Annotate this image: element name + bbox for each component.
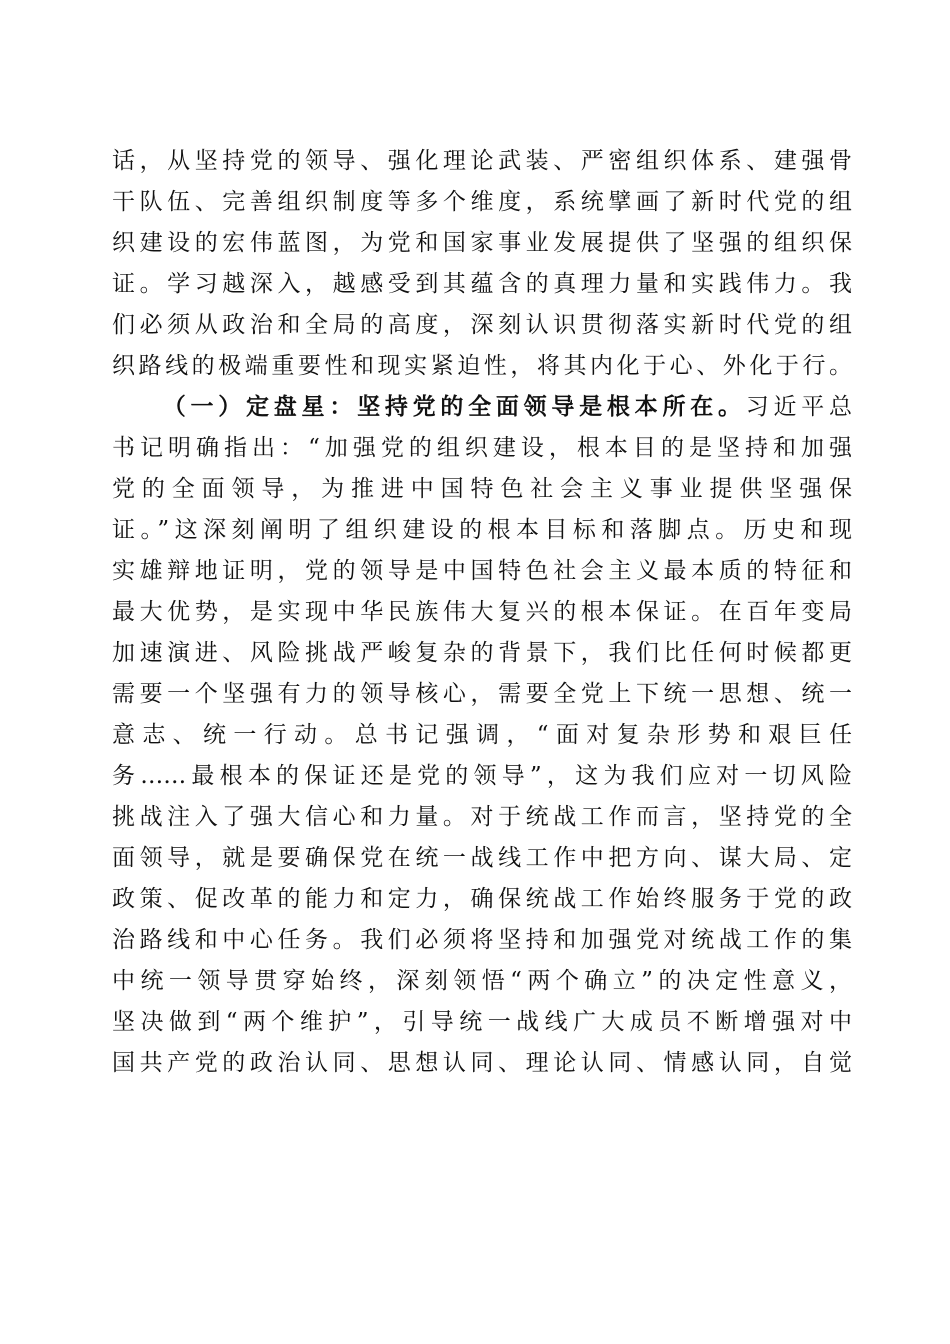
document-body — [112, 141, 852, 1084]
section-first-line — [112, 387, 852, 428]
paragraph-line: 干队伍、完善组织制度等多个维度，系统擘画了新时代党的组 — [112, 189, 852, 215]
paragraph-line: 们必须从政治和全局的高度，深刻认识贯彻落实新时代党的组 — [112, 312, 852, 338]
paragraph-intro — [112, 141, 852, 387]
paragraph-line: 政策、促改革的能力和定力，确保统战工作始终服务于党的政 — [112, 886, 852, 912]
paragraph-line: 书记明确指出：“加强党的组织建设，根本目的是坚持和加强 — [112, 435, 852, 461]
paragraph-line: 话，从坚持党的领导、强化理论武装、严密组织体系、建强骨 — [112, 148, 852, 174]
paragraph-line: 织建设的宏伟蓝图，为党和国家事业发展提供了坚强的组织保 — [112, 230, 852, 256]
section-heading: （一）定盘星：坚持党的全面领导是根本所在。 — [158, 394, 746, 420]
paragraph-line: 证。学习越深入，越感受到其蕴含的真理力量和实践伟力。我 — [112, 271, 852, 297]
paragraph-line: 实雄辩地证明，党的领导是中国特色社会主义最本质的特征和 — [112, 558, 852, 584]
paragraph-line: 需要一个坚强有力的领导核心，需要全党上下统一思想、统一 — [112, 681, 852, 707]
paragraph-line: 意志、统一行动。总书记强调，“面对复杂形势和艰巨任 — [112, 722, 852, 748]
paragraph-line: 证。”这深刻阐明了组织建设的根本目标和落脚点。历史和现 — [112, 517, 852, 543]
paragraph-line: 最大优势，是实现中华民族伟大复兴的根本保证。在百年变局 — [112, 599, 852, 625]
section-one — [112, 387, 852, 1084]
paragraph-line: 面领导，就是要确保党在统一战线工作中把方向、谋大局、定 — [112, 845, 852, 871]
paragraph-line: 加速演进、风险挑战严峻复杂的背景下，我们比任何时候都更 — [112, 640, 852, 666]
paragraph-line: 务……最根本的保证还是党的领导”，这为我们应对一切风险 — [112, 763, 852, 789]
paragraph-line: 挑战注入了强大信心和力量。对于统战工作而言，坚持党的全 — [112, 804, 852, 830]
paragraph-line: 中统一领导贯穿始终，深刻领悟“两个确立”的决定性意义， — [112, 968, 852, 994]
paragraph-line: 国共产党的政治认同、思想认同、理论认同、情感认同，自觉 — [112, 1050, 852, 1076]
paragraph-line: 织路线的极端重要性和现实紧迫性，将其内化于心、外化于行。 — [112, 353, 852, 379]
paragraph-line: 治路线和中心任务。我们必须将坚持和加强党对统战工作的集 — [112, 927, 852, 953]
section-heading-continuation: 习近平总 — [745, 394, 852, 420]
paragraph-line: 坚决做到“两个维护”，引导统一战线广大成员不断增强对中 — [112, 1009, 852, 1035]
paragraph-line: 党的全面领导，为推进中国特色社会主义事业提供坚强保 — [112, 476, 852, 502]
